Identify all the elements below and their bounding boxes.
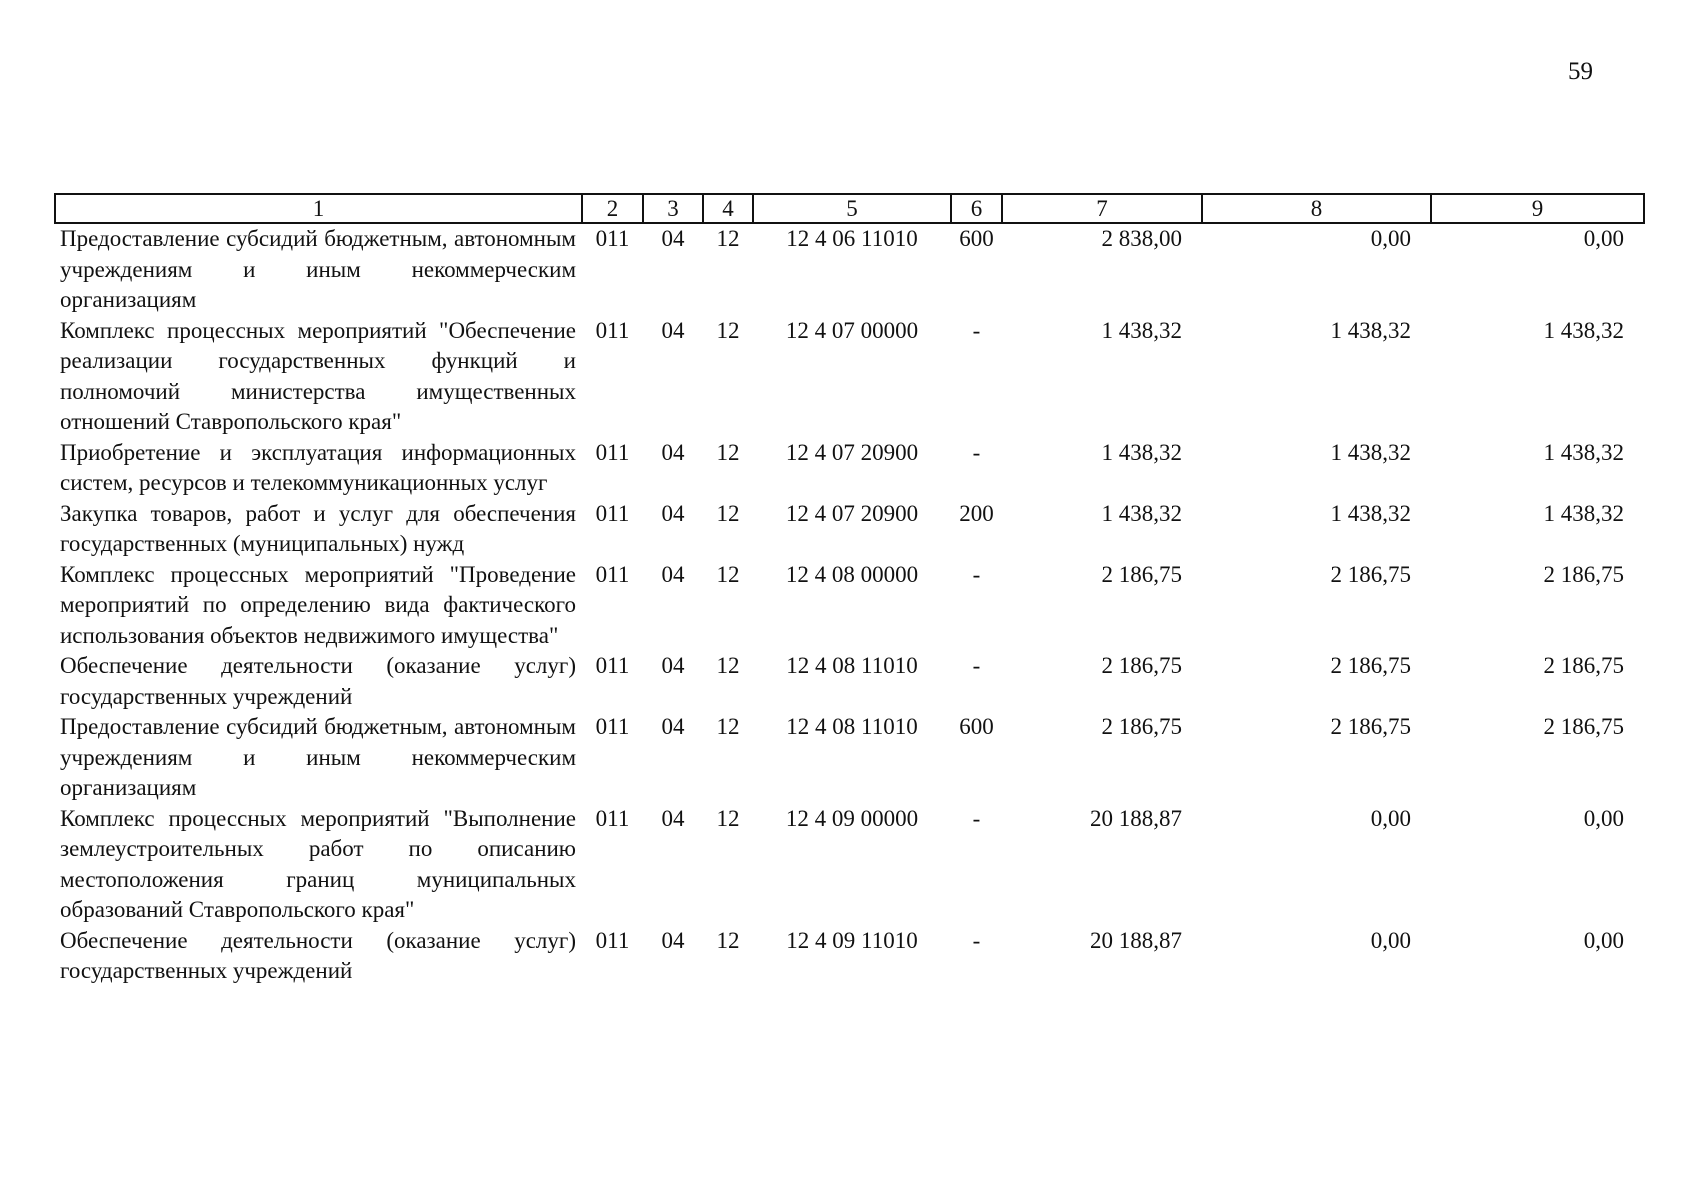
cell-ministry-code: 011 <box>595 317 630 343</box>
table-row <box>55 804 1644 926</box>
cell-amount-col8: 0,00 <box>1370 226 1411 251</box>
cell-target-article: 12 4 07 20900 <box>785 500 919 526</box>
cell-amount-col8: 2 186,75 <box>1330 653 1411 678</box>
cell-amount-col7: 2 186,75 <box>1101 653 1182 678</box>
cell-subsection: 12 <box>716 561 740 587</box>
header-row <box>55 194 1644 223</box>
row-description: Комплекс процессных мероприятий "Проведение мероприятий по определению вида фактического использования объектов недвижимого имущества" <box>60 561 576 648</box>
cell-target-article: 12 4 06 11010 <box>786 226 918 251</box>
table-header <box>55 194 1644 223</box>
cell-amount-col7: 1 438,32 <box>1101 439 1182 465</box>
table-row <box>55 712 1644 804</box>
cell-ministry-code: 011 <box>595 561 630 587</box>
cell-section: 04 <box>661 226 685 251</box>
cell-target-article: 12 4 08 11010 <box>786 714 918 739</box>
cell-target-article: 12 4 09 00000 <box>785 805 919 831</box>
cell-ministry-code: 011 <box>595 226 630 251</box>
cell-amount-col9: 0,00 <box>1583 805 1624 831</box>
cell-amount-col8: 1 438,32 <box>1330 500 1411 526</box>
column-header-9: 9 <box>1431 194 1644 223</box>
cell-amount-col7: 2 186,75 <box>1101 561 1182 587</box>
cell-ministry-code: 011 <box>595 805 630 831</box>
cell-subsection: 12 <box>716 714 740 739</box>
cell-section: 04 <box>661 439 685 465</box>
cell-amount-col8: 2 186,75 <box>1330 561 1411 587</box>
table-row <box>55 316 1644 438</box>
cell-subsection: 12 <box>716 226 740 251</box>
cell-amount-col9: 0,00 <box>1583 226 1624 251</box>
column-header-4: 4 <box>703 194 753 223</box>
column-header-2: 2 <box>582 194 643 223</box>
cell-amount-col9: 1 438,32 <box>1543 500 1624 526</box>
cell-ministry-code: 011 <box>595 653 630 678</box>
cell-expense-type: 200 <box>959 500 994 526</box>
cell-expense-type: - <box>972 439 981 465</box>
cell-amount-col7: 1 438,32 <box>1101 317 1182 343</box>
cell-subsection: 12 <box>716 805 740 831</box>
cell-target-article: 12 4 07 20900 <box>785 439 919 465</box>
cell-section: 04 <box>661 561 685 587</box>
table-row <box>55 223 1644 316</box>
column-header-7: 7 <box>1002 194 1202 223</box>
cell-ministry-code: 011 <box>595 927 630 953</box>
cell-amount-col8: 2 186,75 <box>1330 714 1411 739</box>
cell-amount-col7: 20 188,87 <box>1090 805 1182 831</box>
cell-expense-type: - <box>972 653 981 678</box>
row-description: Обеспечение деятельности (оказание услуг) государственных учреждений <box>60 927 576 983</box>
row-description: Обеспечение деятельности (оказание услуг) государственных учреждений <box>60 653 576 709</box>
cell-section: 04 <box>661 805 685 831</box>
cell-section: 04 <box>661 317 685 343</box>
row-description: Приобретение и эксплуатация информационных систем, ресурсов и телекоммуникационных услуг <box>60 439 576 495</box>
cell-subsection: 12 <box>716 317 740 343</box>
table-row <box>55 560 1644 652</box>
cell-amount-col7: 2 838,00 <box>1101 226 1182 251</box>
cell-expense-type: - <box>972 561 981 587</box>
cell-ministry-code: 011 <box>595 500 630 526</box>
cell-amount-col9: 1 438,32 <box>1543 317 1624 343</box>
table-row <box>55 499 1644 560</box>
cell-target-article: 12 4 09 11010 <box>786 927 918 953</box>
table-row <box>55 651 1644 712</box>
cell-target-article: 12 4 07 00000 <box>785 317 919 343</box>
cell-section: 04 <box>661 653 685 678</box>
page-number: 59 <box>1568 58 1593 85</box>
row-description: Предоставление субсидий бюджетным, автономным учреждениям и иным некоммерческим организациям <box>60 714 576 800</box>
table-row <box>55 438 1644 499</box>
column-header-1: 1 <box>55 194 582 223</box>
cell-amount-col8: 0,00 <box>1370 805 1411 831</box>
cell-section: 04 <box>661 714 685 739</box>
column-header-3: 3 <box>643 194 703 223</box>
cell-ministry-code: 011 <box>595 439 630 465</box>
cell-amount-col9: 2 186,75 <box>1543 653 1624 678</box>
cell-expense-type: - <box>972 317 981 343</box>
cell-amount-col7: 1 438,32 <box>1101 500 1182 526</box>
column-header-8: 8 <box>1202 194 1431 223</box>
cell-section: 04 <box>661 927 685 953</box>
cell-amount-col9: 2 186,75 <box>1543 561 1624 587</box>
cell-ministry-code: 011 <box>595 714 630 739</box>
column-header-6: 6 <box>951 194 1002 223</box>
cell-amount-col7: 20 188,87 <box>1090 927 1182 953</box>
cell-amount-col8: 1 438,32 <box>1330 439 1411 465</box>
cell-target-article: 12 4 08 11010 <box>786 653 918 678</box>
cell-expense-type: 600 <box>959 714 994 739</box>
cell-amount-col8: 1 438,32 <box>1330 317 1411 343</box>
cell-subsection: 12 <box>716 500 740 526</box>
table-row <box>55 926 1644 987</box>
cell-expense-type: - <box>972 805 981 831</box>
cell-amount-col7: 2 186,75 <box>1101 714 1182 739</box>
cell-amount-col8: 0,00 <box>1370 927 1411 953</box>
cell-subsection: 12 <box>716 439 740 465</box>
cell-expense-type: 600 <box>959 226 994 251</box>
cell-amount-col9: 1 438,32 <box>1543 439 1624 465</box>
cell-subsection: 12 <box>716 927 740 953</box>
row-description: Закупка товаров, работ и услуг для обеспечения государственных (муниципальных) нужд <box>60 500 576 556</box>
cell-target-article: 12 4 08 00000 <box>785 561 919 587</box>
row-description: Предоставление субсидий бюджетным, автономным учреждениям и иным некоммерческим организациям <box>60 226 576 312</box>
budget-table <box>54 193 1645 987</box>
cell-expense-type: - <box>972 927 981 953</box>
row-description: Комплекс процессных мероприятий "Выполнение землеустроительных работ по описанию местоположения границ муниципальных образований Ставропольского края" <box>60 805 576 922</box>
column-header-5: 5 <box>753 194 951 223</box>
cell-amount-col9: 0,00 <box>1583 927 1624 953</box>
row-description: Комплекс процессных мероприятий "Обеспечение реализации государственных функций и полномочий министерства имущественных отношений Ставропольского края" <box>60 317 576 434</box>
cell-amount-col9: 2 186,75 <box>1543 714 1624 739</box>
cell-section: 04 <box>661 500 685 526</box>
cell-subsection: 12 <box>716 653 740 678</box>
table-body <box>55 223 1644 987</box>
